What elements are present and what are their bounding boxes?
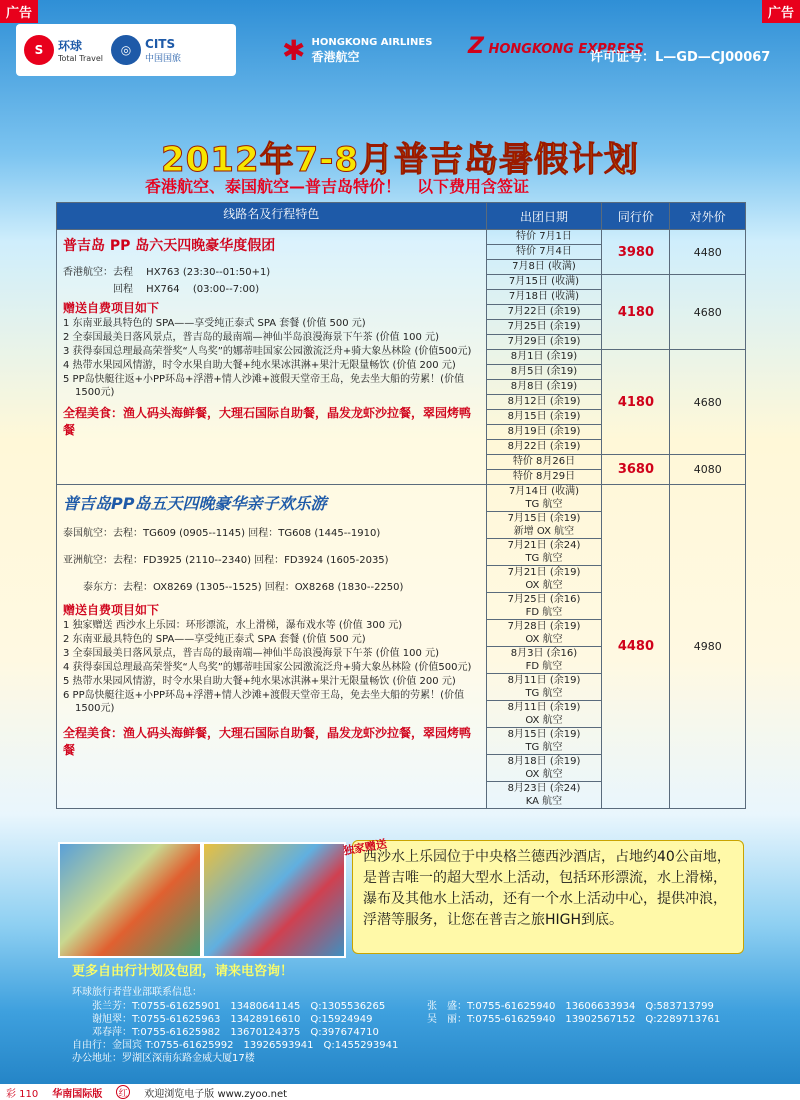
- airline-text: OX 航空: [525, 769, 563, 780]
- date-text: 8月11日 (余19): [507, 702, 581, 713]
- date-item: 8月8日 (余19): [487, 380, 602, 395]
- cits-icon: ◎: [111, 35, 141, 65]
- airline-text: TG 航空: [525, 688, 563, 699]
- list-item: 1 独家赠送 西沙水上乐园：环形漂流，水上滑梯，瀑布戏水等 (价值 300 元): [63, 620, 403, 631]
- date-text: 8月15日 (余19): [507, 729, 581, 740]
- date-item: [487, 647, 602, 674]
- license-number: 许可证号：L—GD—CJ00067: [590, 50, 771, 65]
- page-subtitle: 香港航空、泰国航空—普吉岛特价！ 以下费用含签证: [145, 177, 530, 196]
- welcome-link[interactable]: 欢迎浏览电子版 www.zyoo.net: [144, 1088, 288, 1100]
- date-text: 7月25日 (余16): [507, 594, 581, 605]
- peer-price: 4480: [602, 485, 670, 809]
- package-2-gift-title: 赠送自费项目如下: [63, 603, 160, 617]
- airline-text: FD 航空: [525, 661, 563, 672]
- package-1-gift-title: 赠送自费项目如下: [63, 301, 160, 315]
- contact-entry: [427, 1026, 772, 1039]
- list-item: 3 获得泰国总理最高荣誉奖“人鸟奖”的娜蒂哇国家公园激流泛舟+骑大象丛林险 (价值500元): [63, 346, 472, 357]
- contact-row: [72, 1052, 772, 1065]
- hk-airlines-icon: ✱: [282, 34, 306, 67]
- peer-price: 4180: [602, 350, 670, 455]
- airline-text: FD 航空: [525, 607, 563, 618]
- promo-text: 西沙水上乐园位于中央格兰德西沙酒店，占地约40公亩地，是普吉唯一的超大型水上活动，包括环形漂流，水上滑梯，瀑布及其他水上活动，还有一个水上活动中心，提供冲浪，浮潜等服务，让您在普吉之旅HIGH到底。: [363, 849, 731, 928]
- total-travel-icon: S: [24, 35, 54, 65]
- date-text: 8月3日 (余16): [510, 648, 578, 659]
- hongkong-airlines-logo: ✱ HONGKONG AIRLINES 香港航空: [282, 34, 433, 67]
- date-text: 7月21日 (余24): [507, 540, 581, 551]
- date-item: [487, 485, 602, 512]
- airline-text: TG 航空: [525, 553, 563, 564]
- date-item: [487, 782, 602, 808]
- table-row: [57, 485, 746, 809]
- date-item: 8月22日 (余19): [507, 441, 581, 452]
- external-price: 4680: [670, 275, 746, 350]
- contact-row: [72, 1039, 772, 1052]
- date-item: 7月18日 (收满): [487, 290, 602, 305]
- external-price: 4080: [670, 455, 746, 485]
- list-item: 6 PP岛快艇往返+小PP环岛+浮潜+情人沙滩+渡假天堂帝王岛，免去坐大船的劳累！(价值1500元): [63, 690, 465, 714]
- contact-section: [72, 960, 772, 1065]
- date-item: 特价 7月4日: [487, 245, 602, 260]
- water-slide-photo: [58, 842, 202, 958]
- package-2-title: 普吉岛PP岛五天四晚豪华亲子欢乐游: [63, 494, 327, 513]
- date-item: 8月5日 (余19): [487, 365, 602, 380]
- date-cell: [486, 485, 602, 809]
- date-cell: [486, 230, 602, 275]
- package-1-flight-out: 香港航空：去程 HX763 (23:30--01:50+1): [63, 267, 271, 278]
- date-item: [487, 593, 602, 620]
- list-item: 3 全泰国最美日落风景点，普吉岛的最南端—神仙半岛浪漫海景下午茶 (价值 100 元): [63, 648, 439, 659]
- date-item: [487, 566, 602, 593]
- hk-express-icon: Z: [468, 34, 484, 59]
- date-item: 特价 8月26日: [487, 455, 602, 470]
- date-item: [487, 674, 602, 701]
- airline-text: 新增 OX 航空: [513, 526, 575, 537]
- page-footer: [0, 1084, 800, 1100]
- contact-subtitle: 环球旅行者营业部联系信息：: [72, 987, 202, 998]
- package-1-details: [57, 230, 487, 485]
- date-item: 7月29日 (余19): [507, 336, 581, 347]
- page-number: 彩 110: [6, 1088, 39, 1100]
- date-text: 7月14日 (收满): [508, 486, 579, 497]
- contact-entry: 张兰芳：T:0755-61625901 13480641145 Q:1305536265: [72, 1001, 386, 1012]
- date-item: 7月15日 (收满): [487, 275, 602, 290]
- date-item: [487, 755, 602, 782]
- contact-entry: 办公地址：罗湖区深南东路金威大厦17楼: [72, 1053, 255, 1064]
- date-text: 8月11日 (余19): [507, 675, 581, 686]
- list-item: 5 PP岛快艇往返+小PP环岛+浮潜+情人沙滩+渡假天堂帝王岛，免去坐大船的劳累！(价值1500元): [63, 374, 465, 398]
- external-price: 4680: [670, 350, 746, 455]
- airline-text: TG 航空: [525, 742, 563, 753]
- package-1-meals: 全程美食：渔人码头海鲜餐，大理石国际自助餐，晶发龙虾沙拉餐，翠园烤鸭餐: [63, 406, 472, 437]
- date-item: 特价 8月29日: [512, 471, 576, 482]
- date-text: 8月18日 (余19): [507, 756, 581, 767]
- contact-entry: 谢旭翠：T:0755-61625963 13428916610 Q:15924949: [72, 1014, 373, 1025]
- date-text: 7月28日 (余19): [507, 621, 581, 632]
- edition-mark: 红: [116, 1085, 130, 1099]
- package-2-flight-fd: 亚洲航空：去程：FD3925 (2110--2340) 回程：FD3924 (1605-2035): [63, 555, 389, 566]
- date-item: 8月15日 (余19): [487, 410, 602, 425]
- header-route: 线路名及行程特色: [57, 203, 487, 230]
- date-text: 7月21日 (余19): [507, 567, 581, 578]
- airline-text: KA 航空: [525, 796, 563, 807]
- edition-name: 华南国际版: [52, 1088, 103, 1100]
- total-travel-logo: S 环球 Total Travel: [24, 35, 103, 65]
- date-item: [487, 620, 602, 647]
- contact-entry: [427, 1039, 772, 1052]
- table-header-row: [57, 203, 746, 230]
- list-item: 2 全泰国最美日落风景点，普吉岛的最南端—神仙半岛浪漫海景下午茶 (价值 100 元): [63, 332, 439, 343]
- date-item: 7月8日 (收满): [512, 261, 576, 272]
- airline-text: OX 航空: [525, 715, 563, 726]
- water-park-promo: [54, 832, 748, 962]
- cits-logo: ◎ CITS 中国国旅: [111, 35, 181, 65]
- contact-title: 更多自由行计划及包团，请来电咨询！: [72, 964, 294, 979]
- contact-list: [72, 1000, 772, 1065]
- list-item: 4 热带水果园风情游，时令水果自助大餐+纯水果冰淇淋+果汁无限量畅饮 (价值 200 元): [63, 360, 456, 371]
- package-2-flight-ox: 泰东方：去程：OX8269 (1305--1525) 回程：OX8268 (1830--2250): [63, 582, 404, 593]
- contact-entry: 自由行：金国宾 T:0755-61625992 13926593941 Q:1455293941: [72, 1040, 399, 1051]
- date-item: 8月19日 (余19): [487, 425, 602, 440]
- contact-row: [72, 1026, 772, 1039]
- exclusive-badge: 独家赠送: [342, 837, 388, 858]
- date-item: 8月12日 (余19): [487, 395, 602, 410]
- date-item: [487, 701, 602, 728]
- list-item: 5 热带水果园风情游，时令水果自助大餐+纯水果冰淇淋+果汁无限量畅饮 (价值 200 元): [63, 676, 456, 687]
- contact-row: [72, 1000, 772, 1013]
- date-cell: [486, 455, 602, 485]
- package-2-flight-tg: 泰国航空：去程：TG609 (0905--1145) 回程：TG608 (1445--1910): [63, 528, 381, 539]
- page-title: 2012年7-8月普吉岛暑假计划: [160, 140, 640, 180]
- contact-entry: 张 盛：T:0755-61625940 13606633934 Q:583713799: [427, 1001, 714, 1012]
- header-external-price: 对外价: [670, 203, 746, 230]
- contact-entry: 邓春萍：T:0755-61625982 13670124375 Q:397674710: [72, 1027, 379, 1038]
- date-text: 7月15日 (余19): [507, 513, 581, 524]
- date-item: 8月1日 (余19): [487, 350, 602, 365]
- table-row: [57, 230, 746, 275]
- itinerary-table: [56, 202, 746, 809]
- peer-price: 4180: [602, 275, 670, 350]
- peer-price: 3680: [602, 455, 670, 485]
- package-2-details: [57, 485, 487, 809]
- list-item: 1 东南亚最具特色的 SPA——享受纯正泰式 SPA 套餐 (价值 500 元): [63, 318, 366, 329]
- date-item: [487, 539, 602, 566]
- hongkong-express-logo: Z HONGKONG EXPRESS: [468, 34, 644, 59]
- promo-text-box: [342, 837, 744, 954]
- airline-text: TG 航空: [525, 499, 563, 510]
- ad-badge-left: 广告: [0, 0, 38, 23]
- peer-price: 3980: [602, 230, 670, 275]
- package-2-meals: 全程美食：渔人码头海鲜餐，大理石国际自助餐，晶发龙虾沙拉餐，翠园烤鸭餐: [63, 726, 472, 757]
- external-price: 4980: [670, 485, 746, 809]
- contact-row: [72, 1013, 772, 1026]
- date-item: [487, 728, 602, 755]
- list-item: 2 东南亚最具特色的 SPA——享受纯正泰式 SPA 套餐 (价值 500 元): [63, 634, 366, 645]
- airline-text: OX 航空: [525, 634, 563, 645]
- water-park-photo: [202, 842, 346, 958]
- airline-text: OX 航空: [525, 580, 563, 591]
- date-text: 8月23日 (余24): [507, 783, 581, 794]
- partner-logos: [16, 24, 236, 76]
- date-item: 7月25日 (余19): [487, 320, 602, 335]
- package-1-flight-back: 回程 HX764 (03:00--7:00): [63, 284, 260, 295]
- package-1-title: 普吉岛 PP 岛六天四晚豪华度假团: [63, 238, 276, 254]
- contact-entry: [427, 1052, 772, 1065]
- date-item: [487, 512, 602, 539]
- header-peer-price: 同行价: [602, 203, 670, 230]
- contact-entry: 吴 丽：T:0755-61625940 13902567152 Q:2289713761: [427, 1014, 721, 1025]
- external-price: 4480: [670, 230, 746, 275]
- date-item: 7月22日 (余19): [487, 305, 602, 320]
- list-item: 4 获得泰国总理最高荣誉奖“人鸟奖”的娜蒂哇国家公园激流泛舟+骑大象丛林险 (价值500元): [63, 662, 472, 673]
- date-cell: [486, 350, 602, 455]
- ad-badge-right: 广告: [762, 0, 800, 23]
- date-item: 特价 7月1日: [487, 230, 602, 245]
- date-cell: [486, 275, 602, 350]
- header-date: 出团日期: [486, 203, 602, 230]
